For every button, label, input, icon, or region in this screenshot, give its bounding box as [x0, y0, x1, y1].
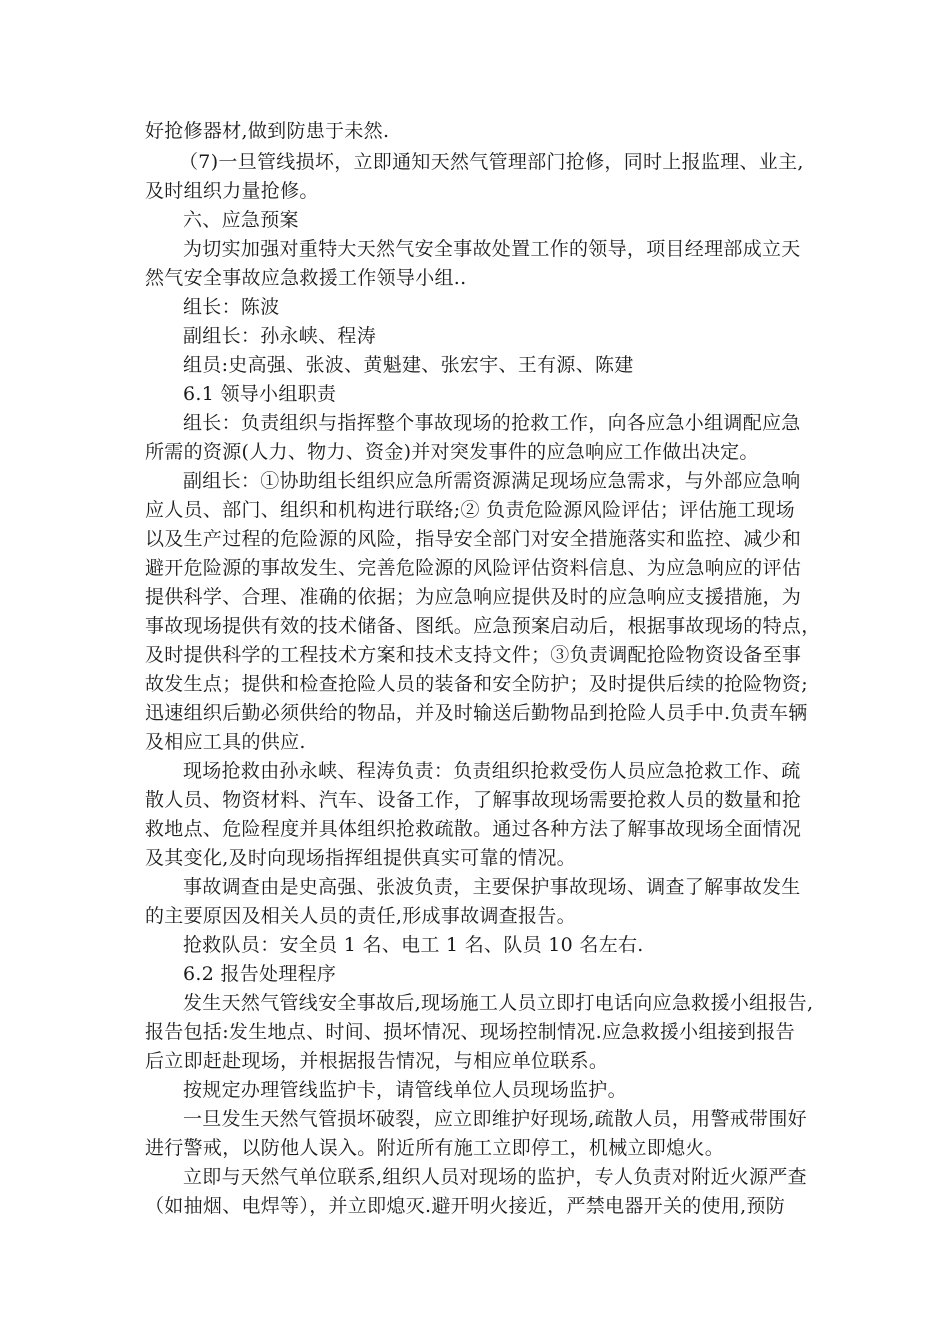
text-line: 进行警戒，以防他人误入。附近所有施工立即停工，机械立即熄火。: [145, 1137, 725, 1159]
section-heading: 六、应急预案: [183, 209, 299, 231]
text-line: 一旦发生天然气管损坏破裂，应立即维护好现场,疏散人员，用警戒带围好: [183, 1108, 807, 1130]
text-line: 及时组织力量抢修。: [145, 180, 319, 202]
text-line: 避开危险源的事故发生、完善危险源的风险评估资料信息、为应急响应的评估: [145, 557, 802, 579]
text-line: （7)一旦管线损坏，立即通知天然气管理部门抢修，同时上报监理、业主,: [179, 151, 804, 173]
text-line: 救地点、危险程度并具体组织抢救疏散。通过各种方法了解事故现场全面情况: [145, 818, 802, 840]
text-line: 副组长：①协助组长组织应急所需资源满足现场应急需求，与外部应急响: [183, 470, 801, 492]
text-line: 及相应工具的供应.: [145, 731, 306, 753]
text-line: 好抢修器材,做到防患于未然.: [145, 120, 390, 142]
text-line: 组长：陈波: [183, 296, 280, 318]
text-line: 及时提供科学的工程技术方案和技术支持文件；③负责调配抢险物资设备至事: [145, 644, 802, 666]
text-line: 以及生产过程的危险源的风险，指导安全部门对安全措施落实和监控、减少和: [145, 528, 802, 550]
text-line: 提供科学、合理、准确的依据；为应急响应提供及时的应急响应支援措施，为: [145, 586, 802, 608]
text-line: 抢救队员：安全员 1 名、电工 1 名、队员 10 名左右.: [183, 934, 644, 956]
text-line: 散人员、物资材料、汽车、设备工作，了解事故现场需要抢救人员的数量和抢: [145, 789, 802, 811]
text-line: 故发生点；提供和检查抢险人员的装备和安全防护；及时提供后续的抢险物资;: [145, 673, 808, 695]
text-line: 事故调查由是史高强、张波负责，主要保护事故现场、调查了解事故发生: [183, 876, 801, 898]
text-line: 所需的资源(人力、物力、资金)并对突发事件的应急响应工作做出决定。: [145, 441, 759, 463]
subsection-heading: 6.1 领导小组职责: [183, 383, 337, 405]
text-line: 为切实加强对重特大天然气安全事故处置工作的领导，项目经理部成立天: [183, 238, 801, 260]
text-line: 然气安全事故应急救援工作领导小组..: [145, 267, 467, 289]
text-line: 现场抢救由孙永峡、程涛负责：负责组织抢救受伤人员应急抢救工作、疏: [183, 760, 801, 782]
text-line: 发生天然气管线安全事故后,现场施工人员立即打电话向应急救援小组报告,: [183, 992, 814, 1014]
text-line: 副组长：孙永峡、程涛: [183, 325, 377, 347]
text-line: 迅速组织后勤必须供给的物品，并及时输送后勤物品到抢险人员手中.负责车辆: [145, 702, 808, 724]
text-line: 按规定办理管线监护卡，请管线单位人员现场监护。: [183, 1079, 627, 1101]
text-line: 立即与天然气单位联系,组织人员对现场的监护，专人负责对附近火源严查: [183, 1166, 807, 1188]
text-line: 事故现场提供有效的技术储备、图纸。应急预案启动后，根据事故现场的特点，: [145, 615, 821, 637]
text-line: 组长：负责组织与指挥整个事故现场的抢救工作，向各应急小组调配应急: [183, 412, 801, 434]
text-line: 组员:史高强、张波、黄魁建、张宏宇、王有源、陈建: [183, 354, 634, 376]
text-line: 的主要原因及相关人员的责任,形成事故调查报告。: [145, 905, 576, 927]
text-line: 后立即赶赴现场，并根据报告情况，与相应单位联系。: [145, 1050, 609, 1072]
text-line: 及其变化,及时向现场指挥组提供真实可靠的情况。: [145, 847, 576, 869]
subsection-heading: 6.2 报告处理程序: [183, 963, 337, 985]
text-line: （如抽烟、电焊等），并立即熄灭.避开明火接近，严禁电器开关的使用,预防: [145, 1195, 786, 1217]
text-line: 应人员、部门、组织和机构进行联络;② 负责危险源风险评估；评估施工现场: [145, 499, 795, 521]
text-line: 报告包括:发生地点、时间、损坏情况、现场控制情况.应急救援小组接到报告: [145, 1021, 795, 1043]
